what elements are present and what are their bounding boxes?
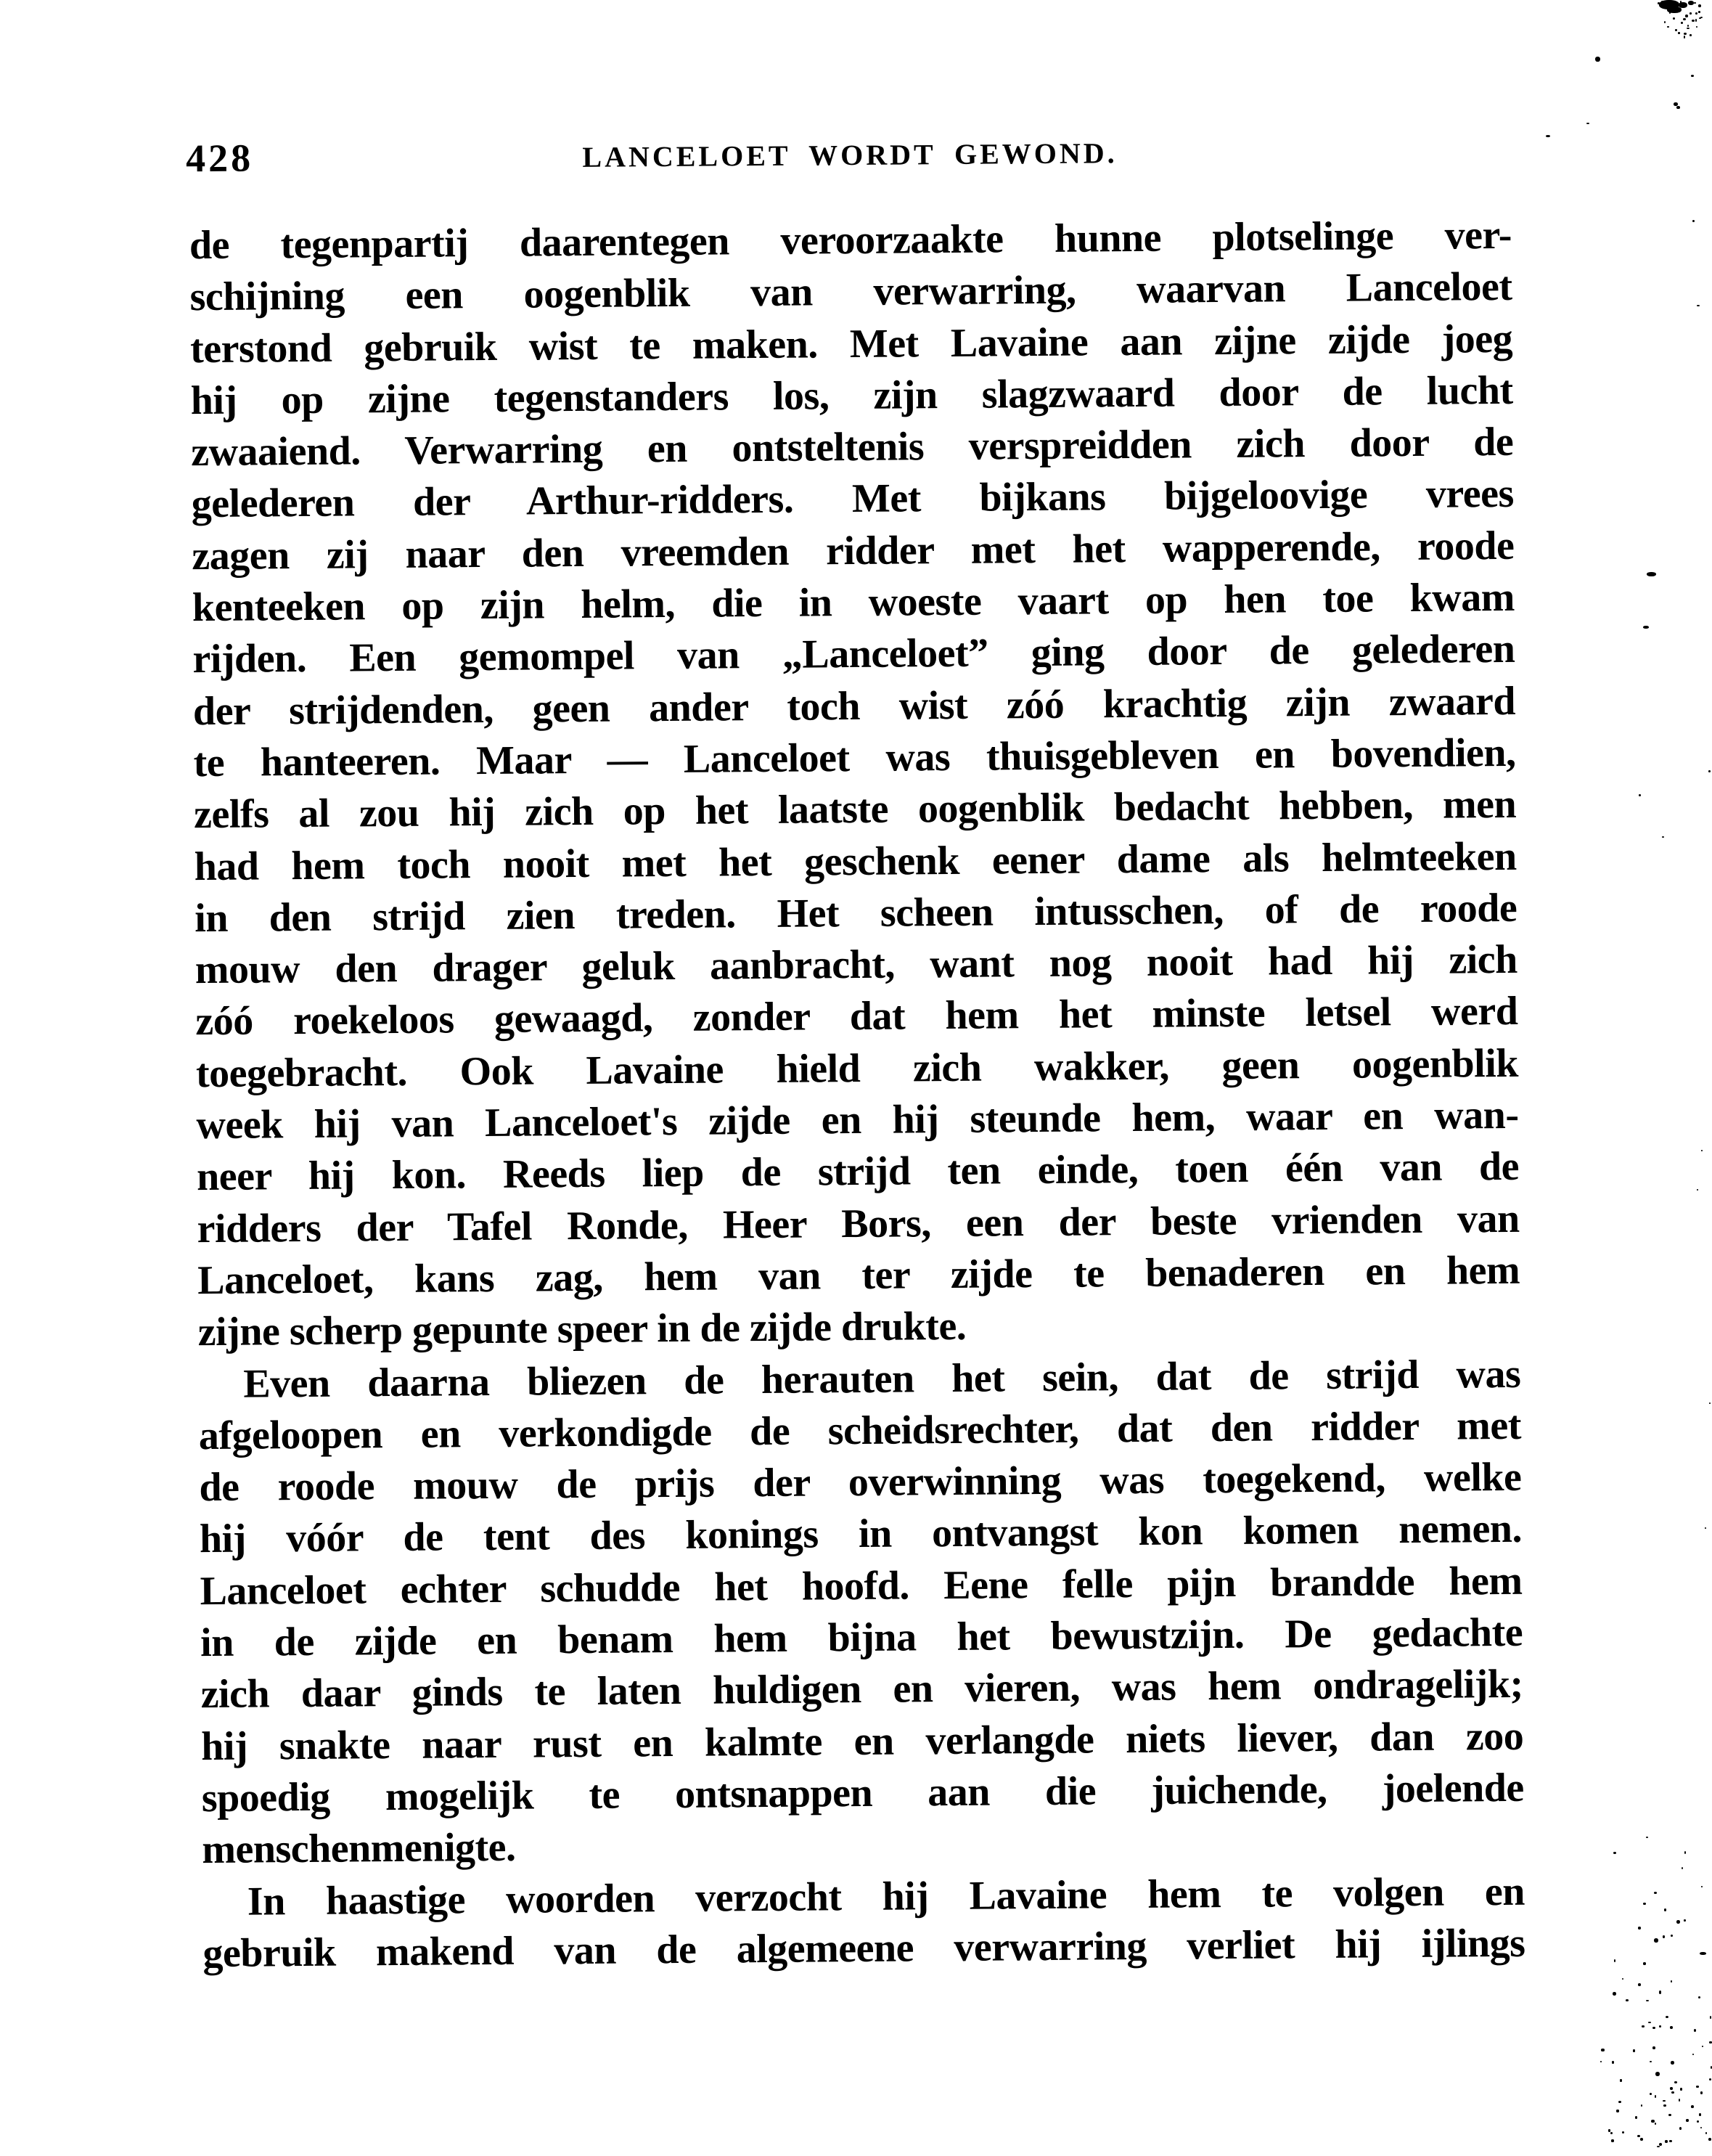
running-header-title: LANCELOET WORDT GEWOND. (582, 136, 1118, 173)
text-line: te hanteeren. Maar — Lanceloet was thuisgebleven en bovendien, (193, 730, 1516, 786)
text-line: zóó roekeloos gewaagd, zonder dat hem het minste letsel werd (195, 989, 1518, 1045)
text-line: afgeloopen en verkondigde de scheidsrechter, dat den ridder met (198, 1402, 1522, 1458)
text-line: hij op zijne tegenstanders los, zijn slagzwaard door de lucht (190, 367, 1513, 424)
text-line: schijning een oogenblik van verwarring, waarvan Lanceloet (189, 264, 1512, 320)
text-line: zelfs al zou hij zich op het laatste oogenblik bedacht hebben, men (193, 782, 1517, 838)
text-line: in de zijde en benam hem bijna het bewustzijn. De gedachte (200, 1609, 1523, 1666)
text-line: Even daarna bliezen de herauten het sein, dat de strijd was (243, 1351, 1521, 1407)
speckle (1657, 2146, 1659, 2147)
text-line: Lanceloet echter schudde het hoofd. Eene felle pijn brandde hem (200, 1558, 1523, 1614)
text-line: hij vóór de tent des konings in ontvangst kon komen nemen. (199, 1506, 1523, 1562)
text-line: menschenmenigte. (202, 1824, 516, 1873)
text-line: rijden. Een gemompel van „Lanceloet” ging door de gelederen (192, 626, 1515, 682)
text-line: ridders der Tafel Ronde, Heer Bors, een der beste vrienden van (197, 1196, 1520, 1251)
text-line: zich daar ginds te laten huldigen en vieren, was hem ondragelijk; (200, 1662, 1523, 1718)
text-line: mouw den drager geluk aanbracht, want nog nooit had hij zich (194, 936, 1518, 993)
text-line: toegebracht. Ook Lavaine hield zich wakker, geen oogenblik (195, 1040, 1519, 1096)
text-line: Lanceloet, kans zag, hem van ter zijde te benaderen en hem (197, 1247, 1520, 1304)
text-line: had hem toch nooit met het geschenk eener dame als helmteeken (194, 833, 1517, 889)
text-line: de tegenpartij daarentegen veroorzaakte hunne plotselinge ver- (189, 212, 1512, 269)
text-line: gebruik makend van de algemeene verwarring verliet hij ijlings (202, 1920, 1525, 1976)
text-line: in den strijd zien treden. Het scheen intusschen, of de roode (194, 885, 1518, 942)
text-line: gelederen der Arthur-ridders. Met bijkans bijgeloovige vrees (191, 471, 1514, 527)
text-line: der strijdenden, geen ander toch wist zóó krachtig zijn zwaard (192, 678, 1516, 734)
text-line: de roode mouw de prijs der overwinning was toegekend, welke (199, 1454, 1522, 1511)
page-body (189, 210, 1525, 1980)
text-line: terstond gebruik wist te maken. Met Lavaine aan zijne zijde joeg (189, 316, 1513, 372)
text-line: neer hij kon. Reeds liep de strijd ten einde, toen één van de (196, 1144, 1520, 1200)
text-line: kenteeken op zijn helm, die in woeste vaart op hen toe kwam (192, 574, 1515, 631)
text-line: In haastige woorden verzocht hij Lavaine hem te volgen en (247, 1869, 1525, 1924)
text-line: week hij van Lanceloet's zijde en hij steunde hem, waar en wan- (196, 1092, 1519, 1148)
text-line: zijne scherp gepunte speer in de zijde drukte. (197, 1304, 967, 1355)
text-line: zwaaiend. Verwarring en ontsteltenis verspreidden zich door de (190, 420, 1514, 475)
text-line: zagen zij naar den vreemden ridder met het wapperende, roode (192, 523, 1515, 579)
text-line: hij snakte naar rust en kalmte en verlangde niets liever, dan zoo (200, 1713, 1524, 1769)
text-line: spoedig mogelijk te ontsnappen aan die juichende, joelende (201, 1765, 1524, 1821)
page-number: 428 (185, 136, 254, 181)
